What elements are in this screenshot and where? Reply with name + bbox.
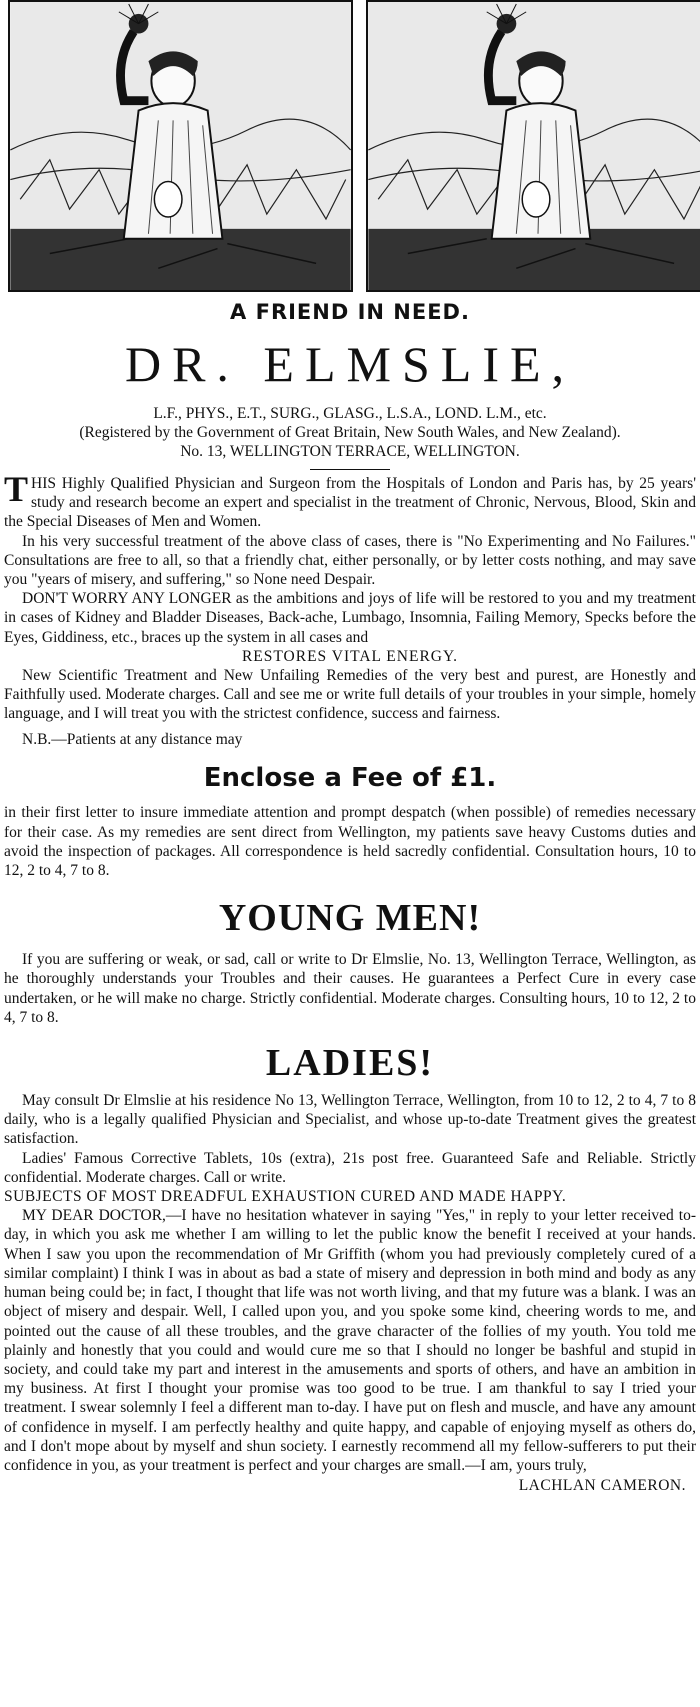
torch-figure-illustration-right [368, 2, 700, 290]
testimonial-heading: SUBJECTS OF MOST DREADFUL EXHAUSTION CURED AND MADE HAPPY. [4, 1188, 567, 1206]
young-men-text: If you are suffering or weak, or sad, call or write to Dr Elmslie, No. 13, Wellington Terrace, Wellington, as he thoroughly understands your Troubles and their causes. He guarantees a Perfect Cure in every case undertaken, or he will make no charge. Strictly confidential. Moderate charges. Consulting hours, 10 to 12, 2 to 4, 7 to 8. [4, 951, 696, 1026]
ladies-text-1: May consult Dr Elmslie at his residence No 13, Wellington Terrace, Wellington, from 10 to 12, 2 to 4, 7 to 8 daily, who is a legally qualified Physician and Specialist, and whose up-to-date Treatment gives the greatest satisfaction. [4, 1092, 696, 1148]
intro-paragraph-3: DON'T WORRY ANY LONGER as the ambitions and joys of life will be restored to you and my treatment in cases of Kidney and Bladder Diseases, Back-ache, Lumbago, Insomnia, Failing Memory, Specks before the Eyes, Giddiness, etc., braces up the system in all cases and [4, 590, 696, 646]
doctor-name: DR. ELMSLIE, [124, 336, 576, 392]
doctor-address: No. 13, WELLINGTON TERRACE, WELLINGTON. [180, 443, 520, 460]
nb-note: N.B.—Patients at any distance may [22, 731, 243, 749]
intro-paragraph-1: THIS Highly Qualified Physician and Surgeon from the Hospitals of London and Paris has, by 25 years' study and research become an expert and specialist in the treatment of Chronic, Nervous, Blood, Skin and the Special Diseases of Men and Women. [4, 469, 696, 531]
ladies-heading: LADIES! [265, 1042, 435, 1085]
ladies-text-2: Ladies' Famous Corrective Tablets, 10s (extra), 21s post free. Guaranteed Safe and Reliable. Strictly confidential. Moderate charges. Call or write. [4, 1149, 696, 1186]
headline: A FRIEND IN NEED. [230, 300, 470, 324]
restores-vital-energy: RESTORES VITAL ENERGY. [241, 647, 459, 665]
illustration-row [4, 0, 696, 292]
right-illustration [366, 0, 700, 292]
testimonial-letter: MY DEAR DOCTOR,—I have no hesitation whatever in saying "Yes," in reply to your letter received to-day, in which you ask me whether I am willing to let the public know the benefit I received at your hands. When I saw you upon the recommendation of Mr Griffith (whom you had previously completely cured of a similar complaint) I think I was in about as bad a state of misery and depression in both mind and body as any human being could be; in fact, I thought that life was not worth living, and that my future was a blank. I was an object of misery and despair. Well, I called upon you, and you spoke some kind, cheering words to me, and pointed out the cause of all these troubles, and the grave character of the follies of my youth. You told me plainly and honestly that you could and would cure me so that I should no longer be bashful and stupid in society, and could take my part and interest in the amusements and sports of others, and have an ambition in my business. At first I thought your promise was too good to be true. I am thankful to say I tried your treatment. I swear solemnly I feel a different man to-day. I have put on flesh and muscle, and have any amount of confidence in myself. I am perfectly healthy and quite happy, and capable of enjoying myself as others do, and I don't mope about by myself and shun society. I earnestly recommend all my fellow-sufferers to put their confidence in you, as your treatment is perfect and your charges are small.—I am, yours truly, [4, 1207, 696, 1474]
left-illustration [8, 0, 353, 292]
doctor-registration: (Registered by the Government of Great Britain, New South Wales, and New Zealand). [79, 424, 621, 441]
intro-paragraph-4: New Scientific Treatment and New Unfailing Remedies of the very best and purest, are Honestly and Faithfully used. Moderate charges. Call and see me or write full details of your troubles in your simple, homely language, and I will treat you with the strictest confidence, success and fairness. [4, 666, 696, 723]
doctor-credentials: L.F., PHYS., E.T., SURG., GLASG., L.S.A., LOND. L.M., etc. [153, 405, 547, 422]
intro-paragraph-2: In his very successful treatment of the above class of cases, there is "No Experimenting and No Failures." Consultations are free to all, so that a friendly chat, either personally, or by letter costs nothing, and may save you "years of misery, and suffering," so None need Despair. [4, 532, 696, 589]
fee-text: in their first letter to insure immediate attention and prompt despatch (when possible) of remedies necessary for their case. As my remedies are sent direct from Wellington, my patients save heavy Customs duties and avoid the inspection of packages. All correspondence is held sacredly confidential. Consultation hours, 10 to 12, 2 to 4, 7 to 8. [4, 804, 696, 880]
young-men-heading: YOUNG MEN! [218, 897, 482, 940]
fee-heading: Enclose a Fee of £1. [203, 763, 497, 794]
divider-rule [310, 469, 390, 470]
testimonial-signature: LACHLAN CAMERON. [518, 1477, 686, 1495]
torch-figure-illustration-left [10, 2, 351, 290]
